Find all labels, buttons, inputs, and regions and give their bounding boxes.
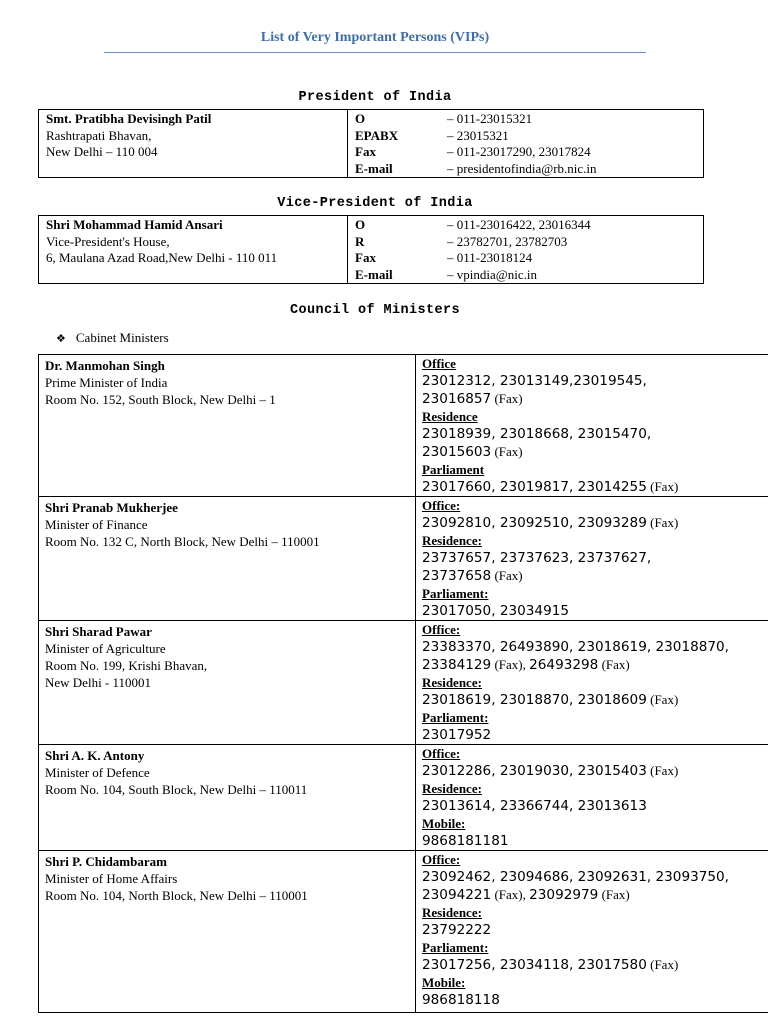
contact-row [355, 128, 597, 145]
president-contacts [355, 111, 597, 177]
phone-numbers [422, 991, 768, 1009]
contact-label: O [355, 217, 366, 232]
minister-details-cell [39, 355, 416, 497]
contact-type-label: Residence: [422, 533, 482, 548]
contact-row [355, 161, 597, 178]
minister-row [39, 851, 768, 1013]
contact-type-label: Office: [422, 498, 461, 513]
contact-row [355, 250, 591, 267]
contact-row [355, 234, 591, 251]
cabinet-ministers-subheading [56, 330, 169, 346]
phone-numbers [422, 443, 768, 461]
number-text: 23737658 [422, 568, 492, 584]
minister-details-cell [39, 497, 416, 621]
minister-contacts-cell [416, 355, 768, 497]
minister-row [39, 355, 768, 497]
contact-type-label: Office: [422, 622, 461, 637]
contact-type-label: Parliament [422, 462, 485, 477]
contact-label: Fax [355, 250, 376, 265]
president-address-line: New Delhi – 110 004 [46, 144, 158, 159]
phone-numbers [422, 868, 768, 886]
vice-president-heading: Vice-President of India [277, 196, 473, 211]
minister-name: Shri Sharad Pawar [45, 624, 152, 639]
number-text: 23012312, 23013149,23019545, [422, 373, 647, 389]
minister-row [39, 745, 768, 851]
number-text: 23018619, 23018870, 23018609 [422, 692, 647, 708]
minister-detail-line: Room No. 132 C, North Block, New Delhi – 110001 [45, 534, 320, 549]
document-title: List of Very Important Persons (VIPs) [260, 30, 490, 45]
contact-value: – 011-23016422, 23016344 [447, 217, 591, 232]
number-text: 23017660, 23019817, 23014255 [422, 479, 647, 495]
phone-numbers [422, 567, 768, 585]
president-address-line: Rashtrapati Bhavan, [46, 127, 152, 143]
vice-president-address-line: 6, Maulana Azad Road,New Delhi - 110 011 [46, 250, 278, 265]
minister-detail-line: Room No. 104, North Block, New Delhi – 110001 [45, 888, 308, 903]
minister-contacts-cell [416, 745, 768, 851]
minister-detail-line: New Delhi - 110001 [45, 675, 152, 690]
contact-value[interactable]: – vpindia@nic.in [447, 266, 537, 282]
number-text: 23094221 [422, 887, 492, 903]
phone-numbers [422, 921, 768, 939]
minister-contacts-cell [416, 851, 768, 1013]
number-tag: (Fax) [646, 957, 679, 972]
contact-type-label: Office: [422, 746, 461, 761]
number-tag: (Fax) [598, 887, 630, 902]
phone-numbers [422, 656, 768, 674]
ministers-table [38, 354, 768, 1013]
contact-label: EPABX [355, 127, 399, 143]
contact-type-label: Parliament: [422, 710, 489, 725]
council-heading: Council of Ministers [289, 303, 461, 318]
president-address-block [46, 111, 211, 161]
minister-detail-line: Minister of Agriculture [45, 641, 166, 656]
minister-detail-line: Minister of Home Affairs [45, 871, 178, 886]
contact-value: – 23015321 [447, 127, 509, 143]
contact-type-label: Residence: [422, 781, 482, 796]
minister-details-cell [39, 621, 416, 745]
number-tag: (Fax) [646, 515, 679, 530]
phone-numbers [422, 956, 768, 974]
phone-numbers [422, 425, 768, 443]
number-tag: (Fax), [491, 657, 530, 672]
number-text: 23792222 [422, 922, 492, 938]
contact-row [355, 144, 597, 161]
number-tag: (Fax) [491, 391, 523, 406]
minister-detail-line: Minister of Finance [45, 517, 148, 532]
vice-president-name: Shri Mohammad Hamid Ansari [46, 217, 223, 232]
phone-numbers [422, 390, 768, 408]
minister-detail-line: Room No. 104, South Block, New Delhi – 110011 [45, 782, 308, 797]
diamond-bullet-icon: ❖ [56, 332, 66, 345]
number-text: 23012286, 23019030, 23015403 [422, 763, 647, 779]
minister-details-cell [39, 851, 416, 1013]
vice-president-contacts [355, 217, 591, 283]
number-text: 23017256, 23034118, 23017580 [422, 957, 647, 973]
minister-name: Dr. Manmohan Singh [45, 358, 165, 373]
contact-type-label: Office: [422, 852, 461, 867]
contact-label: O [355, 111, 366, 126]
phone-numbers [422, 762, 768, 780]
number-text: 23016857 [422, 391, 492, 407]
contact-label: E-mail [355, 160, 393, 176]
minister-detail-line: Minister of Defence [45, 765, 150, 780]
contact-label: E-mail [355, 266, 393, 282]
phone-numbers [422, 549, 768, 567]
minister-row [39, 497, 768, 621]
contact-row [355, 267, 591, 284]
contact-type-label: Mobile: [422, 975, 466, 990]
contact-row [355, 111, 597, 128]
vice-president-address-line: Vice-President's House, [46, 233, 170, 249]
contact-type-label: Office [422, 356, 456, 371]
number-text: 23015603 [422, 444, 492, 460]
number-tag: (Fax) [646, 692, 679, 707]
contact-row [355, 217, 591, 234]
contact-value[interactable]: – presidentofindia@rb.nic.in [447, 160, 597, 176]
number-text: 26493298 [529, 657, 599, 673]
number-text: 23737657, 23737623, 23737627, [422, 550, 652, 566]
minister-detail-line: Room No. 152, South Block, New Delhi – 1 [45, 392, 276, 407]
number-text: 23092810, 23092510, 23093289 [422, 515, 647, 531]
minister-name: Shri P. Chidambaram [45, 854, 167, 869]
number-tag: (Fax) [491, 568, 523, 583]
minister-detail-line: Room No. 199, Krishi Bhavan, [45, 658, 208, 673]
vice-president-box-divider [347, 216, 348, 283]
vice-president-box [38, 215, 704, 284]
number-text: 23018939, 23018668, 23015470, [422, 426, 652, 442]
president-heading: President of India [298, 90, 452, 105]
phone-numbers [422, 726, 768, 744]
number-tag: (Fax) [646, 763, 679, 778]
contact-value: – 23782701, 23782703 [447, 233, 568, 249]
contact-value: – 011-23017290, 23017824 [447, 144, 591, 159]
title-underline [104, 52, 646, 53]
contact-label: R [355, 233, 365, 249]
number-text: 23092462, 23094686, 23092631, 23093750, [422, 869, 730, 885]
number-tag: (Fax) [491, 444, 523, 459]
minister-contacts-cell [416, 497, 768, 621]
phone-numbers [422, 691, 768, 709]
number-text: 9868181181 [422, 833, 509, 849]
number-tag: (Fax) [646, 479, 679, 494]
number-text: 23017952 [422, 727, 492, 743]
minister-name: Shri Pranab Mukherjee [45, 500, 178, 515]
president-box-divider [347, 110, 348, 177]
number-text: 23017050, 23034915 [422, 603, 570, 619]
phone-numbers [422, 514, 768, 532]
minister-name: Shri A. K. Antony [45, 748, 145, 763]
cabinet-ministers-label: Cabinet Ministers [75, 330, 169, 345]
number-text: 986818118 [422, 992, 500, 1008]
minister-row [39, 621, 768, 745]
number-text: 23092979 [529, 887, 599, 903]
contact-type-label: Parliament: [422, 940, 489, 955]
number-text: 23384129 [422, 657, 492, 673]
number-tag: (Fax) [598, 657, 630, 672]
phone-numbers [422, 638, 768, 656]
contact-type-label: Parliament: [422, 586, 489, 601]
phone-numbers [422, 886, 768, 904]
phone-numbers [422, 832, 768, 850]
minister-contacts-cell [416, 621, 768, 745]
number-text: 23013614, 23366744, 23013613 [422, 798, 647, 814]
contact-type-label: Residence [422, 409, 478, 424]
phone-numbers [422, 602, 768, 620]
phone-numbers [422, 797, 768, 815]
vice-president-address-block [46, 217, 277, 267]
contact-label: Fax [355, 144, 376, 159]
contact-type-label: Residence: [422, 675, 482, 690]
contact-value: – 011-23018124 [447, 250, 533, 265]
ministers-table-body [39, 355, 768, 1013]
president-name: Smt. Pratibha Devisingh Patil [46, 111, 212, 126]
number-text: 23383370, 26493890, 23018619, 23018870, [422, 639, 730, 655]
phone-numbers [422, 372, 768, 390]
contact-value: – 011-23015321 [447, 111, 533, 126]
president-box [38, 109, 704, 178]
phone-numbers [422, 478, 768, 496]
minister-detail-line: Prime Minister of India [45, 375, 168, 390]
contact-type-label: Residence: [422, 905, 482, 920]
number-tag: (Fax), [491, 887, 530, 902]
contact-type-label: Mobile: [422, 816, 466, 831]
minister-details-cell [39, 745, 416, 851]
